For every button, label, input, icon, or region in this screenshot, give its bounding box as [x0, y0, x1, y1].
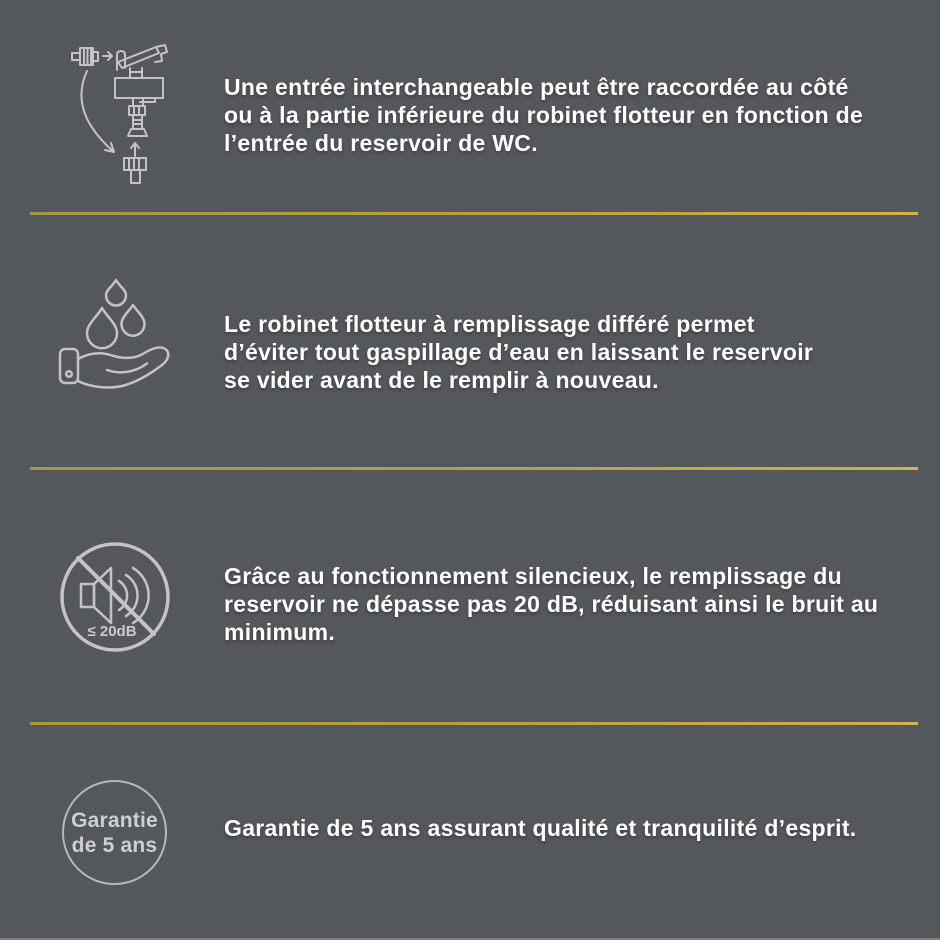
divider	[30, 722, 918, 725]
water-drops-in-hand-icon	[50, 270, 185, 400]
no-noise-icon	[55, 537, 175, 657]
noise-level-label: ≤ 20dB	[87, 623, 137, 640]
feature-text-line: Le robinet flotteur à remplissage différé permet	[224, 311, 755, 337]
warranty-badge-icon	[62, 780, 167, 885]
warranty-badge-line: Garantie	[71, 808, 158, 832]
feature-text-line: minimum.	[224, 619, 336, 645]
feature-text-line: d’éviter tout gaspillage d’eau en laissant le reservoir	[224, 339, 814, 365]
fill-valve-swap-icon	[62, 40, 172, 186]
feature-text-line: ou à la partie inférieure du robinet flotteur en fonction de	[224, 102, 864, 128]
feature-text	[224, 73, 863, 157]
feature-text	[224, 310, 813, 394]
feature-text-line: Grâce au fonctionnement silencieux, le remplissage du	[224, 563, 842, 589]
feature-text	[224, 562, 878, 646]
feature-text-line: reservoir ne dépasse pas 20 dB, réduisant ainsi le bruit au	[224, 591, 879, 617]
divider	[30, 467, 918, 470]
feature-text-line: Une entrée interchangeable peut être raccordée au côté	[224, 74, 849, 100]
feature-text-line: se vider avant de le remplir à nouveau.	[224, 367, 659, 393]
feature-text-line: Garantie de 5 ans assurant qualité et tranquilité d’esprit.	[224, 815, 857, 841]
divider	[30, 212, 918, 215]
feature-text-line: l’entrée du reservoir de WC.	[224, 130, 538, 156]
feature-text	[224, 814, 856, 842]
warranty-badge-line: de 5 ans	[71, 833, 158, 857]
